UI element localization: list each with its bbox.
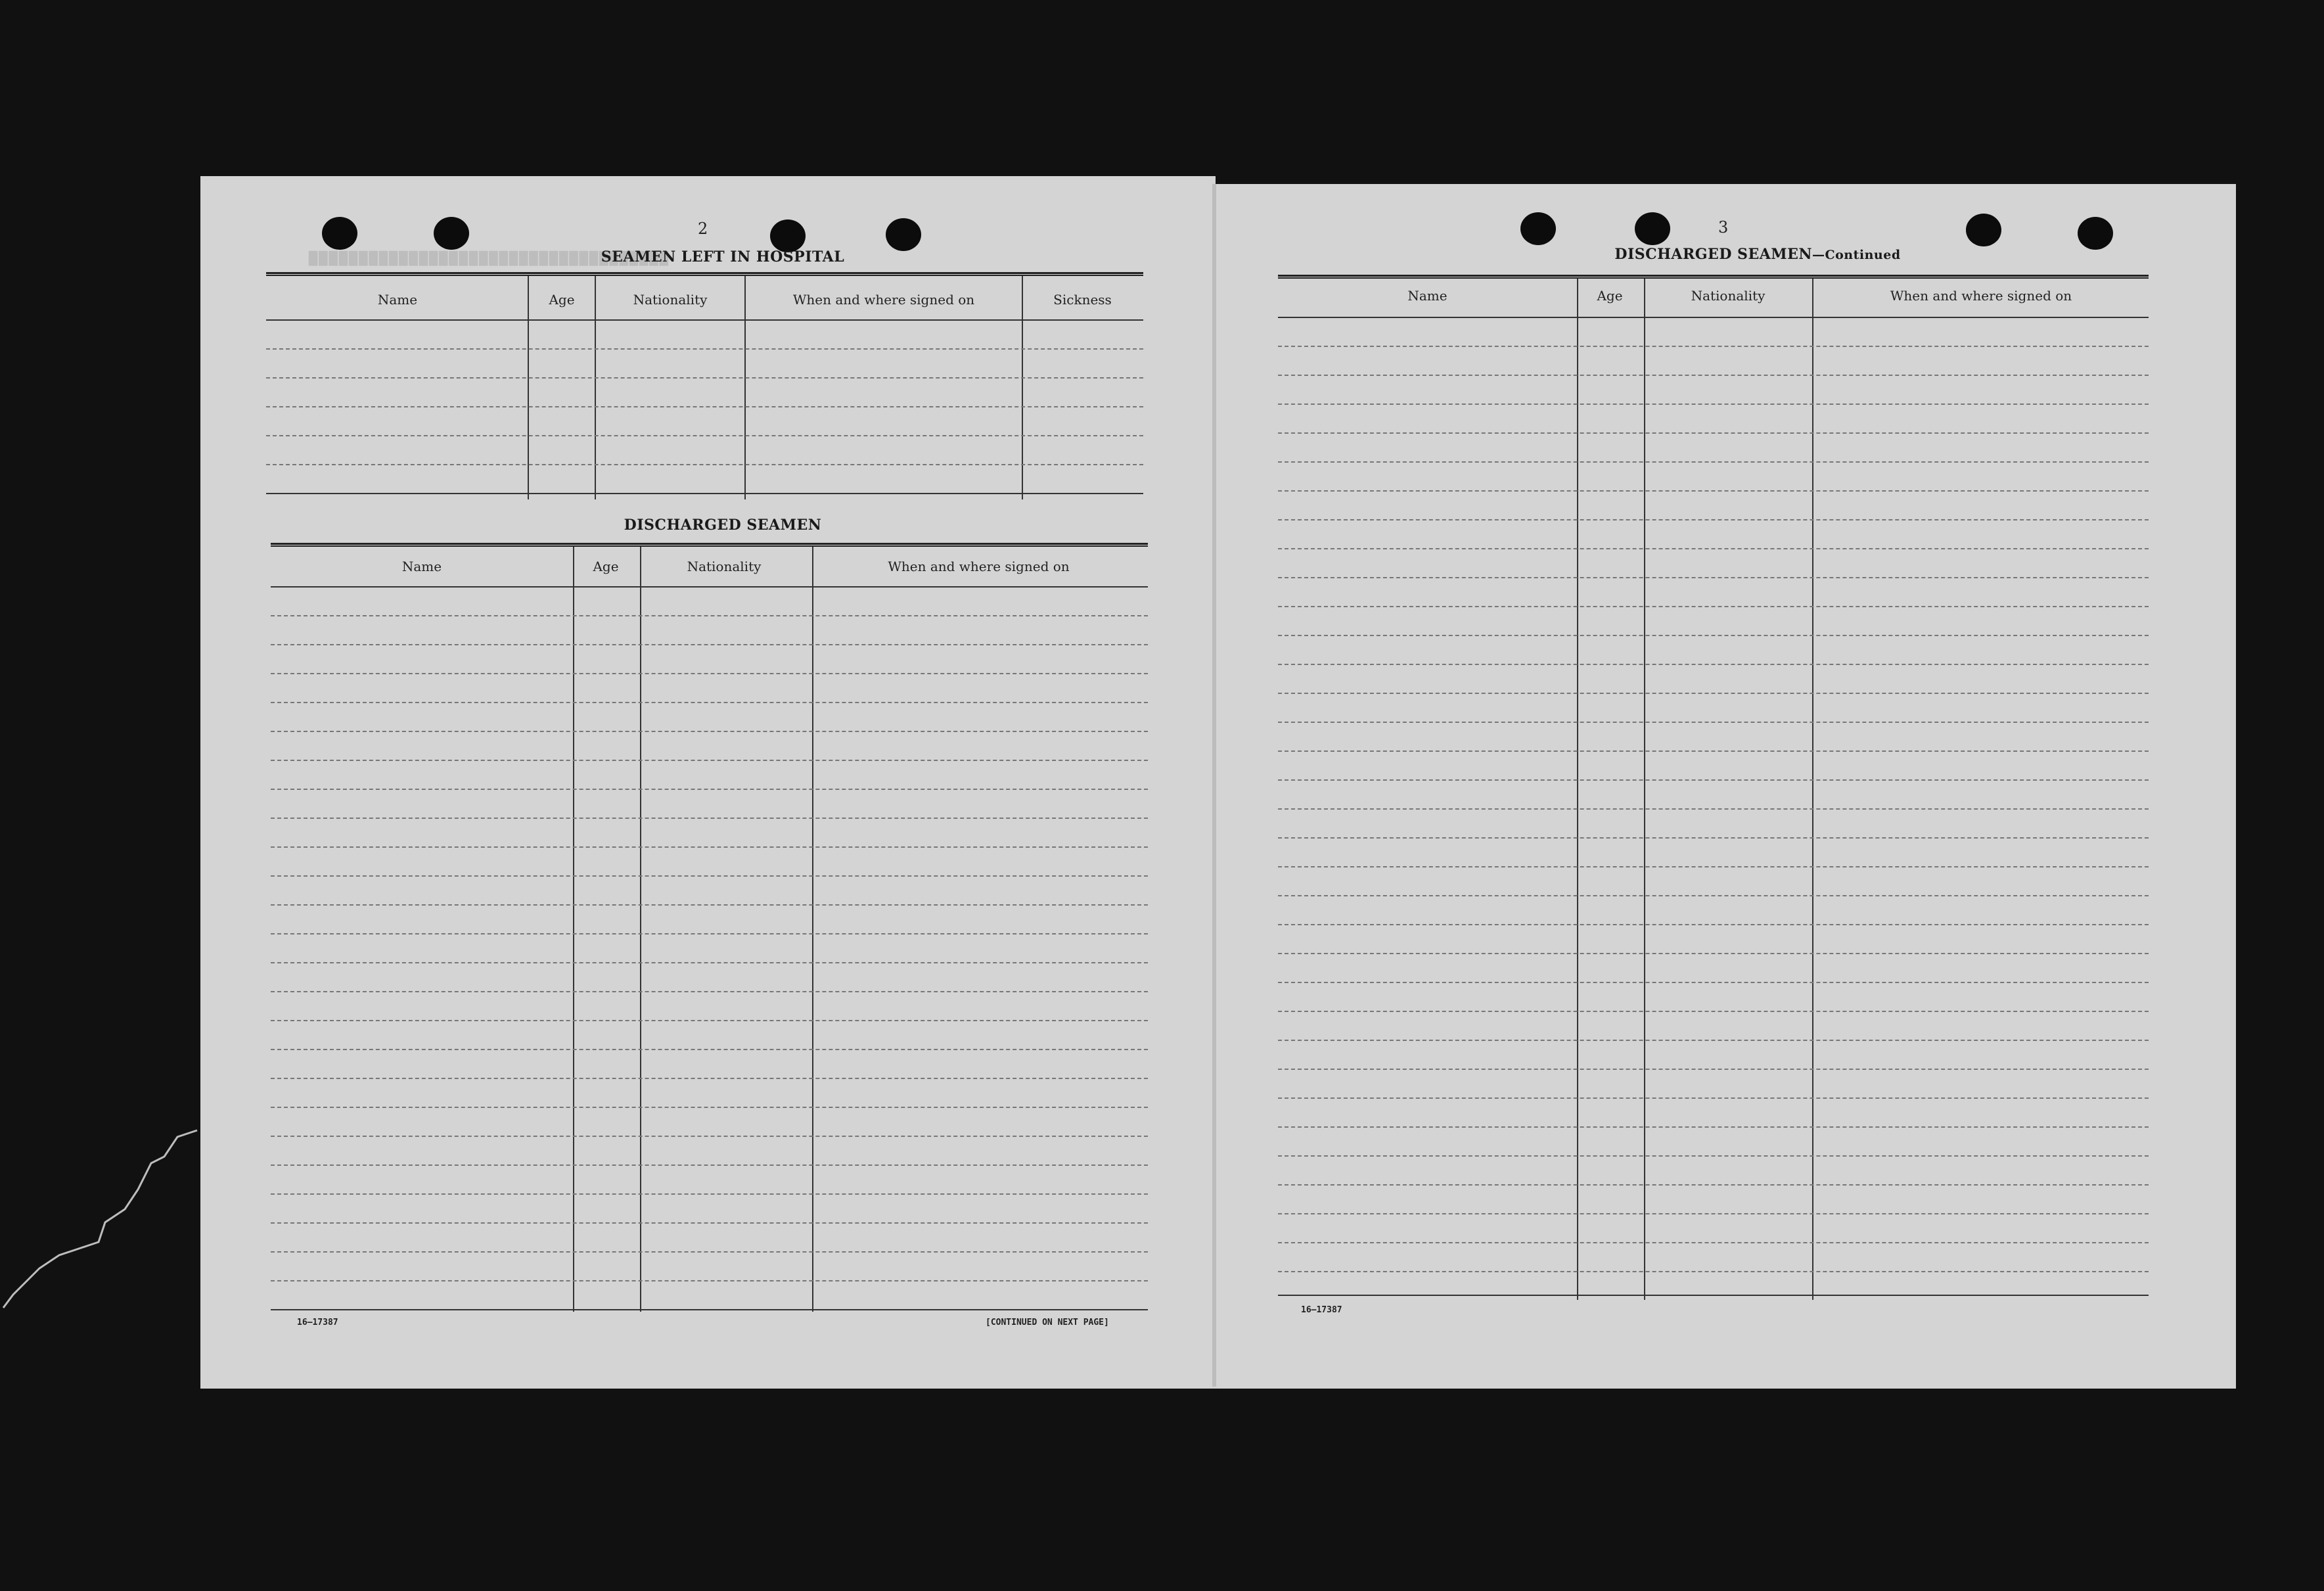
table-row-line bbox=[1278, 519, 2149, 520]
punch-hole bbox=[1635, 212, 1670, 245]
table-row-line bbox=[1278, 1069, 2149, 1070]
table-row-line bbox=[1278, 866, 2149, 867]
page-number: 2 bbox=[698, 219, 708, 238]
punch-hole bbox=[322, 217, 357, 250]
table-row-line bbox=[271, 904, 1148, 906]
table-row-line bbox=[1278, 750, 2149, 752]
table-row-line bbox=[1278, 1242, 2149, 1243]
column-header-nationality: Nationality bbox=[687, 559, 762, 574]
table-row-line bbox=[1278, 606, 2149, 607]
table-row-line bbox=[271, 673, 1148, 674]
table-row-line bbox=[1278, 635, 2149, 636]
table-row-line bbox=[1278, 1213, 2149, 1214]
table-row-line bbox=[271, 1280, 1148, 1281]
punch-hole bbox=[1520, 212, 1556, 245]
table-bottom-line bbox=[271, 1309, 1148, 1310]
column-header-age: Age bbox=[1597, 288, 1623, 304]
hospital-section-title: SEAMEN LEFT IN HOSPITAL bbox=[601, 248, 845, 265]
form-number: 16—17387 bbox=[297, 1318, 338, 1327]
table-row-line bbox=[1278, 953, 2149, 954]
table-row-line bbox=[1278, 1155, 2149, 1157]
discharged-section-title: DISCHARGED SEAMEN bbox=[624, 517, 822, 534]
table-row-line bbox=[271, 1193, 1148, 1195]
column-header-signed-on: When and where signed on bbox=[888, 559, 1070, 574]
column-header-nationality: Nationality bbox=[633, 292, 708, 308]
table-row-line bbox=[1278, 346, 2149, 347]
table-row-line bbox=[271, 1251, 1148, 1253]
bleed-through-text: ▇▇▇▇▇▇▇▇▇▇▇▇▇▇▇▇▇▇▇▇▇▇▇▇▇▇▇▇▇▇▇▇▇▇▇▇ bbox=[309, 250, 670, 267]
table-row-line bbox=[271, 991, 1148, 992]
table-row-line bbox=[1278, 577, 2149, 578]
punch-hole bbox=[770, 219, 806, 252]
table-row-line bbox=[271, 615, 1148, 616]
table-row-line bbox=[1278, 375, 2149, 376]
table-row-line bbox=[271, 760, 1148, 761]
table-row-line bbox=[271, 702, 1148, 703]
table-row-line bbox=[1278, 490, 2149, 492]
table-row-line bbox=[1278, 1097, 2149, 1099]
discharged-continued-title: DISCHARGED SEAMEN—Continued bbox=[1614, 246, 1901, 263]
table-row-line bbox=[271, 846, 1148, 848]
table-row-line bbox=[1278, 1271, 2149, 1272]
page-fold bbox=[1212, 184, 1216, 1387]
column-header-age: Age bbox=[593, 559, 619, 574]
discharged-table-left bbox=[271, 543, 1148, 1312]
table-row-line bbox=[271, 644, 1148, 645]
table-row-line bbox=[271, 933, 1148, 934]
table-row-line bbox=[271, 1078, 1148, 1079]
table-row-line bbox=[271, 875, 1148, 877]
table-row-line bbox=[1278, 693, 2149, 694]
table-row-line bbox=[271, 1136, 1148, 1137]
column-header-age: Age bbox=[549, 292, 575, 308]
table-row-line bbox=[1278, 982, 2149, 983]
table-row-line bbox=[1278, 895, 2149, 896]
table-row-line bbox=[1278, 1040, 2149, 1041]
table-row-line bbox=[271, 1107, 1148, 1108]
table-row-line bbox=[1278, 404, 2149, 405]
column-header-name: Name bbox=[401, 559, 442, 574]
continued-note: [CONTINUED ON NEXT PAGE] bbox=[986, 1318, 1109, 1327]
column-header-nationality: Nationality bbox=[1691, 288, 1766, 304]
table-row-line bbox=[271, 818, 1148, 819]
column-header-name: Name bbox=[1407, 288, 1447, 304]
column-header-name: Name bbox=[377, 292, 418, 308]
table-row-line bbox=[1278, 664, 2149, 665]
table-row-line bbox=[271, 1020, 1148, 1021]
table-row-line bbox=[1278, 461, 2149, 463]
table-row-line bbox=[271, 962, 1148, 963]
column-header-signed-on: When and where signed on bbox=[792, 292, 975, 308]
table-row-line bbox=[1278, 779, 2149, 781]
table-row-line bbox=[1278, 837, 2149, 839]
punch-hole bbox=[886, 218, 921, 251]
table-row-line bbox=[1278, 924, 2149, 925]
table-row-line bbox=[271, 1164, 1148, 1166]
table-row-line bbox=[271, 1222, 1148, 1224]
punch-hole bbox=[2078, 217, 2113, 250]
table-row-line bbox=[1278, 432, 2149, 434]
table-row-line bbox=[1278, 808, 2149, 810]
table-row-line bbox=[271, 1049, 1148, 1050]
table-row-line bbox=[1278, 548, 2149, 549]
punch-hole bbox=[434, 217, 469, 250]
column-header-sickness: Sickness bbox=[1053, 292, 1112, 308]
form-number: 16—17387 bbox=[1301, 1305, 1342, 1315]
punch-hole bbox=[1966, 214, 2001, 246]
table-row-line bbox=[271, 731, 1148, 732]
table-bottom-line bbox=[1278, 1295, 2149, 1296]
table-row-line bbox=[1278, 722, 2149, 723]
column-header-signed-on: When and where signed on bbox=[1890, 288, 2072, 304]
discharged-table-right bbox=[1278, 275, 2149, 1300]
torn-paper-edge bbox=[0, 1117, 210, 1314]
hospital-table bbox=[266, 272, 1143, 496]
table-row-line bbox=[1278, 1184, 2149, 1186]
page-number: 3 bbox=[1718, 218, 1729, 237]
table-row-line bbox=[271, 789, 1148, 790]
table-row-line bbox=[1278, 1126, 2149, 1128]
table-row-line bbox=[1278, 1011, 2149, 1012]
